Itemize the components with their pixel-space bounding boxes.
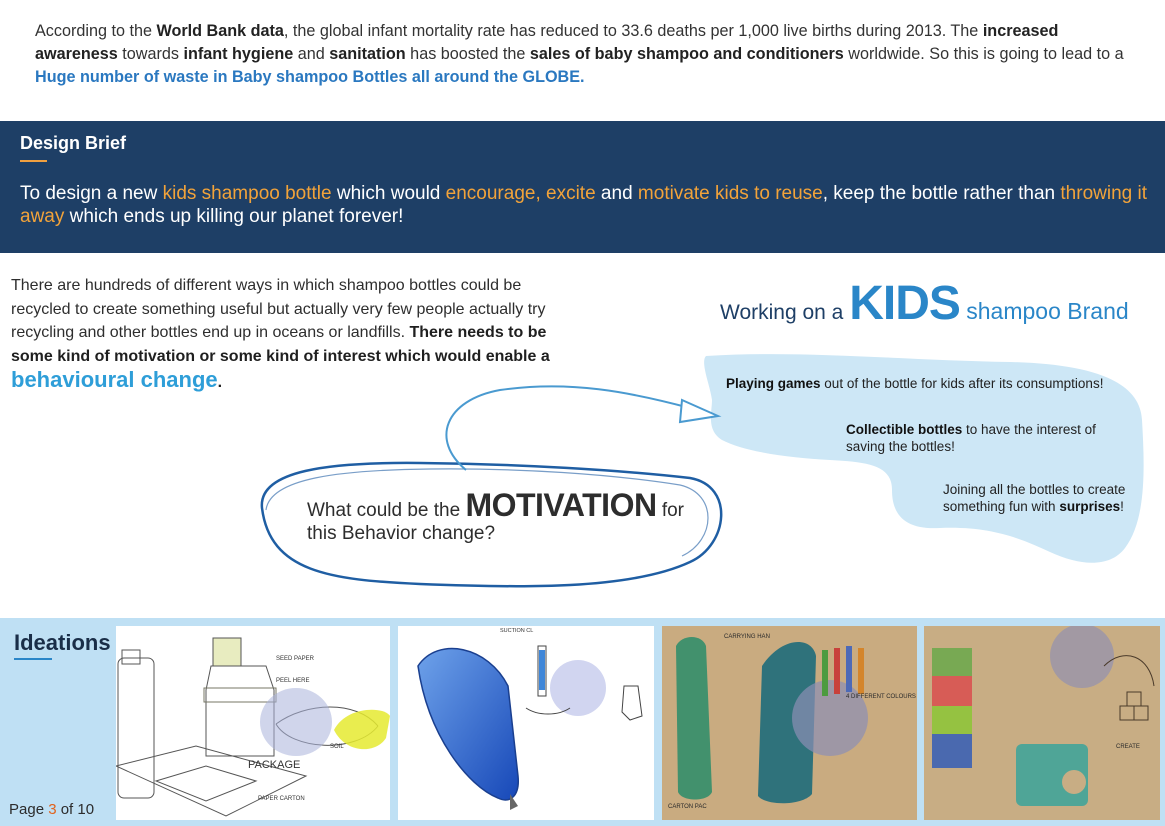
sketch-2-drawing [398,626,654,820]
sketch-3-label-1: 4 DIFFERENT COLOURS [846,694,916,700]
highlight-circle-1 [260,688,332,756]
stack-block-lime [932,706,972,734]
sketch-3-label-2: CARTON PAC [668,804,707,810]
ideation-sketch-4 [924,626,1160,820]
highlight-circle-3 [792,680,868,756]
stack-block-red [932,676,972,706]
curved-arrow-line [446,386,690,470]
green-carton-shape [676,637,712,800]
recycling-paragraph: There are hundreds of different ways in which shampoo bottles could be recycled to create something useful but actually very few people actually try recycling and other bottles end up in oceans or landfills. There needs to be some kind of motivation or some kind of interest which would enable a behavioural change. [11,277,550,392]
sketch-1-label-0: SEED PAPER [276,656,314,662]
intro-paragraph: According to the World Bank data, the global infant mortality rate has reduced to 33.6 deaths per 1,000 live births during 2013. The increased awareness towards infant hygiene and sanitation has boosted the sales of baby shampoo and conditioners worldwide. So this is going to lead to a Huge number of waste in Baby shampoo Bottles all around the GLOBE. [35,22,1124,86]
stack-block-blue [932,734,972,768]
color-stick-red [834,648,840,694]
color-stick-green [822,650,828,696]
kids-brand-heading: Working on a KIDS shampoo Brand [720,277,1129,330]
sketch-3-drawing [662,626,917,820]
sketch-4-drawing [924,626,1160,820]
idea-item-collectible: Collectible bottles to have the interest of saving the bottles! [846,422,1096,454]
blue-bottle-shape [418,649,518,800]
sketch-1-label-4: PAPER CARTON [258,796,305,802]
color-stick-blue [846,646,852,692]
ideations-title: Ideations [14,630,111,655]
design-brief-title: Design Brief [20,133,127,153]
idea-item-games: Playing games out of the bottle for kids after its consumptions! [726,376,1104,391]
motivation-question: What could be the MOTIVATION for this Behavior change? [307,487,685,544]
suction-cup-tube [539,650,545,690]
sketch-1-drawing [116,626,390,820]
ideation-sketch-1 [116,626,390,820]
stack-block-green [932,648,972,676]
sketch-1-label-2: SOIL [330,744,344,750]
sketch-2-label-0: SUCTION CL [500,628,534,634]
highlight-circle-2 [550,660,606,716]
highlight-circle-4 [1050,626,1114,688]
sketch-1-label-3: PACKAGE [248,759,301,771]
design-brief-text: To design a new kids shampoo bottle which would encourage, excite and motivate kids to reuse, keep the bottle rather than throwing it away which ends up killing our planet forever! [20,183,1148,227]
page-number: Page 3 of 10 [9,801,95,818]
ideation-sketch-3 [662,626,917,820]
ideations-underline [14,658,52,660]
sketch-4-label-0: CREATE [1116,744,1140,750]
idea-item-surprises: Joining all the bottles to create something fun with surprises! [943,482,1126,514]
sketch-3-label-0: CARRYING HAN [724,634,770,640]
sketch-1-label-1: PEEL HERE [276,678,310,684]
color-stick-orange [858,648,864,694]
ideation-sketch-2 [398,626,654,820]
